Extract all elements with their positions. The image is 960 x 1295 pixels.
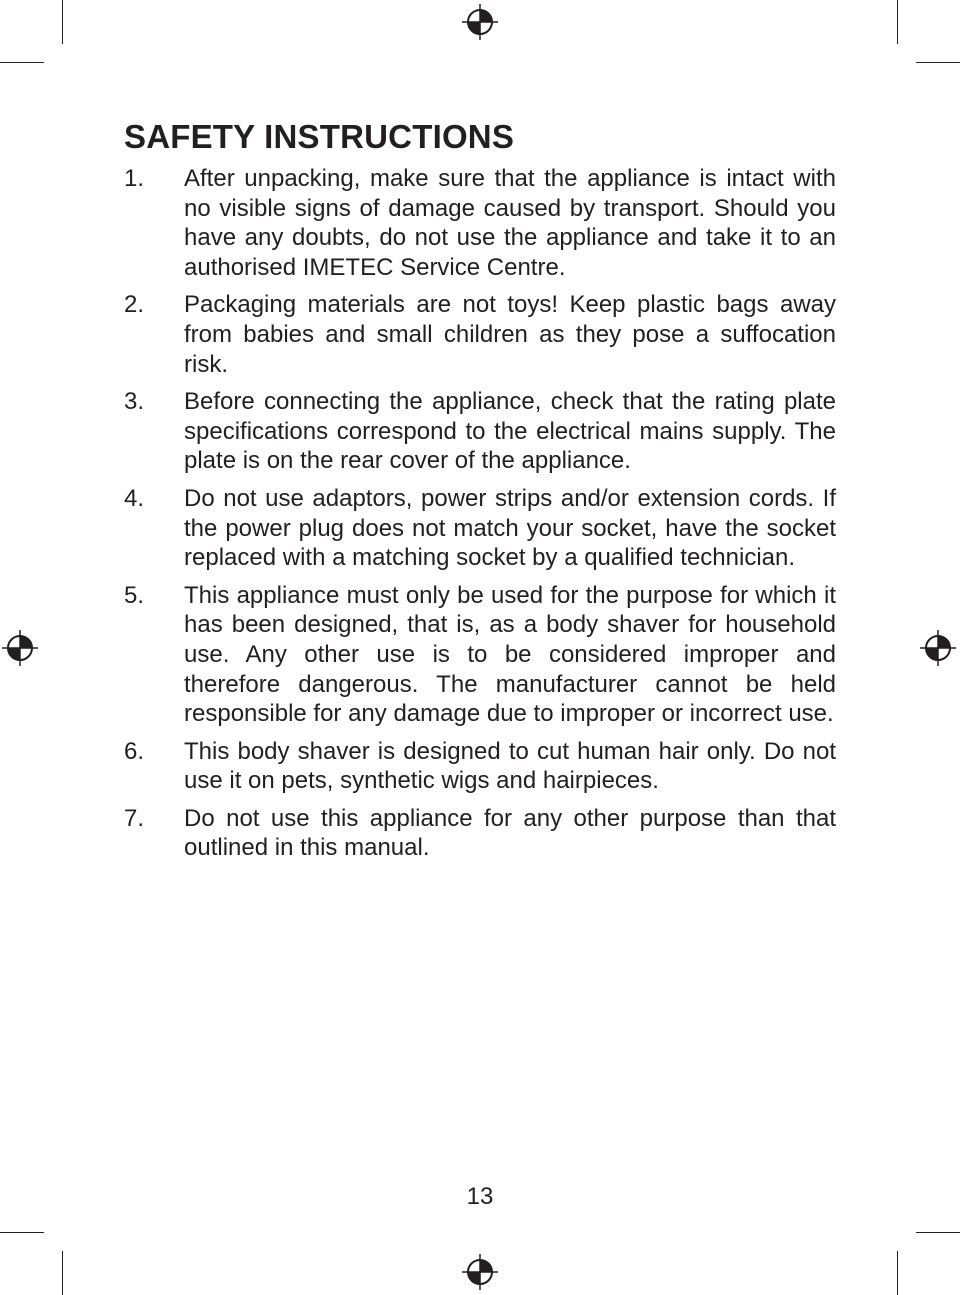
page-number: 13 [466,1183,494,1210]
crop-mark-bottom-right-horizontal [916,1232,960,1233]
list-item [124,804,836,863]
crop-mark-top-right-horizontal [916,62,960,63]
item-number: 2. [124,291,145,319]
instruction-list [124,164,836,863]
item-text: After unpacking, make sure that the appliance is intact with no visible signs of damage caused by transport. Should you have any doubts, do not use the appliance and take it to an authorised IMETEC Service Centre. [184,165,836,281]
item-text: This body shaver is designed to cut human hair only. Do not use it on pets, synthetic wigs and hairpieces. [184,737,836,795]
list-item [124,387,836,476]
crop-mark-bottom-left-horizontal [0,1232,44,1233]
safety-instructions-section [124,116,836,871]
registration-mark-icon [462,4,498,40]
item-text: Do not use adaptors, power strips and/or extension cords. If the power plug does not match your socket, have the socket replaced with a matching socket by a qualified technician. [184,484,836,572]
item-text: Do not use this appliance for any other purpose than that outlined in this manual. [184,804,836,862]
item-number: 3. [124,388,145,416]
item-text: Packaging materials are not toys! Keep plastic bags away from babies and small children as they pose a suffocation risk. [184,291,836,378]
crop-mark-bottom-left-vertical [62,1251,63,1295]
item-text: Before connecting the appliance, check that the rating plate specifications correspond to the electrical mains supply. The plate is on the rear cover of the appliance. [184,388,836,475]
item-number: 5. [124,581,145,609]
registration-mark-icon [2,630,38,666]
crop-mark-top-left-horizontal [0,62,44,63]
crop-mark-bottom-right-vertical [897,1251,898,1295]
list-item [124,290,836,379]
registration-mark-icon [920,630,956,666]
list-item [124,164,836,282]
list-item [124,737,836,796]
item-number: 4. [124,484,145,512]
item-number: 6. [124,737,145,765]
page-title: SAFETY INSTRUCTIONS [124,118,515,155]
list-item [124,484,836,573]
registration-mark-icon [462,1254,498,1290]
item-text: This appliance must only be used for the purpose for which it has been designed, that is, as a body shaver for household use. Any other use is to be considered improper and therefore dangerous. The manufacturer cannot be held responsible for any damage due to improper or incorrect use. [184,581,836,728]
item-number: 7. [124,804,145,832]
crop-mark-top-right-vertical [897,0,898,44]
crop-mark-top-left-vertical [62,0,63,44]
list-item [124,581,836,729]
item-number: 1. [124,165,145,192]
